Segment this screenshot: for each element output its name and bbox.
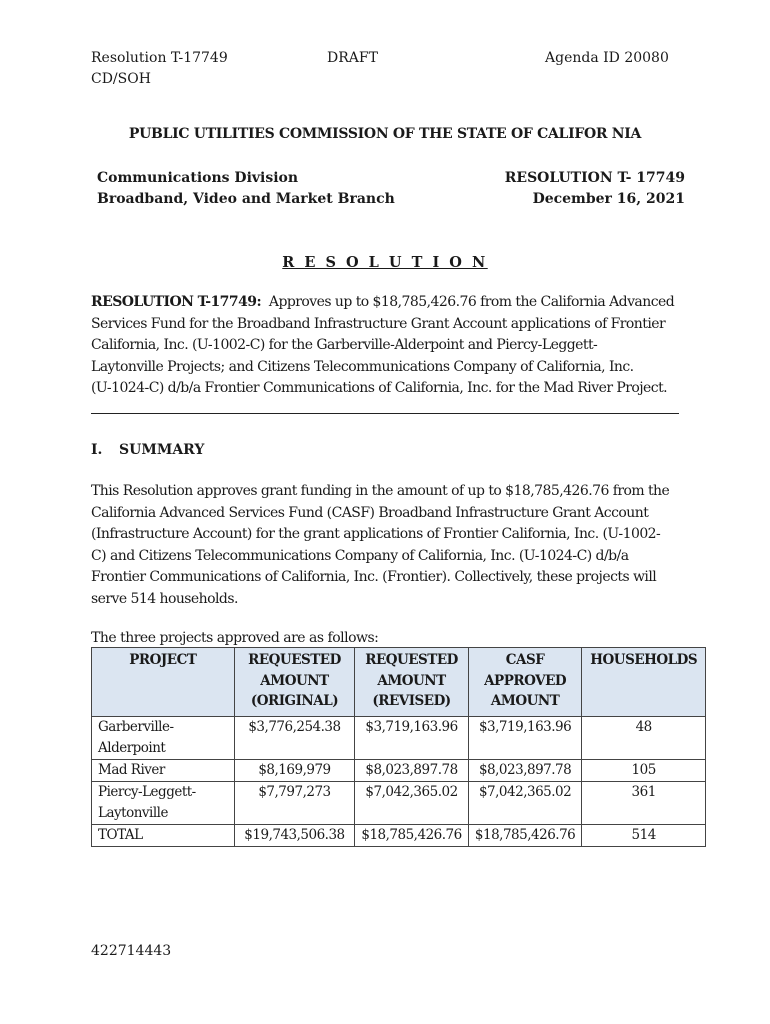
footer-document-id: 422714443: [91, 943, 172, 959]
cell-requested-original: $19,743,506.38: [234, 825, 355, 847]
section-title: SUMMARY: [119, 442, 205, 458]
table-total-row: [92, 825, 706, 847]
summary-body-line: This Resolution approves grant funding in the amount of up to $18,785,426.76 from the: [91, 483, 670, 499]
header-resolution-number: Resolution T-17749: [91, 50, 228, 66]
cell-requested-original: $8,169,979: [234, 760, 355, 782]
header-agenda-id: Agenda ID 20080: [545, 50, 669, 66]
cell-households: 361: [582, 782, 706, 825]
section-number: I.: [91, 442, 103, 458]
resolution-summary-line: Services Fund for the Broadband Infrastructure Grant Account applications of Frontier: [91, 315, 666, 332]
table-header-row: [92, 648, 706, 717]
summary-body-line: Frontier Communications of California, Inc. (Frontier). Collectively, these projects will: [91, 569, 657, 585]
resolution-reference: RESOLUTION T- 17749: [504, 170, 685, 186]
summary-body: [91, 481, 683, 610]
cell-casf-approved: $8,023,897.78: [468, 760, 582, 782]
cell-requested-revised: $3,719,163.96: [355, 717, 469, 760]
resolution-summary-line-1: RESOLUTION T-17749: Approves up to $18,785,426.76 from the California Advanced: [91, 294, 675, 310]
column-header-project: PROJECT: [92, 648, 235, 717]
resolution-heading: R E S O L U T I O N: [282, 254, 488, 271]
header-draft-status: DRAFT: [327, 50, 378, 66]
resolution-summary-label: RESOLUTION T-17749:: [91, 294, 262, 310]
resolution-summary-line: California, Inc. (U-1002-C) for the Garberville-Alderpoint and Piercy-Leggett-: [91, 337, 598, 353]
cell-project: Mad River: [92, 760, 235, 782]
table-row: [92, 760, 706, 782]
column-header-requested-revised: REQUESTED AMOUNT (REVISED): [355, 648, 469, 717]
projects-table: [91, 647, 706, 847]
summary-body-line: California Advanced Services Fund (CASF) Broadband Infrastructure Grant Account: [91, 504, 649, 521]
table-row: [92, 717, 706, 760]
resolution-summary: [91, 292, 683, 400]
cell-requested-revised: $18,785,426.76: [355, 825, 469, 847]
branch-name: Broadband, Video and Market Branch: [97, 191, 395, 207]
resolution-summary-line: (U-1024-C) d/b/a Frontier Communications of California, Inc. for the Mad River Project.: [91, 380, 668, 396]
cell-requested-original: $3,776,254.38: [234, 717, 355, 760]
summary-body-line: serve 514 households.: [91, 590, 238, 607]
horizontal-rule: [91, 413, 679, 414]
cell-casf-approved: $3,719,163.96: [468, 717, 582, 760]
resolution-date: December 16, 2021: [532, 191, 685, 207]
commission-title: PUBLIC UTILITIES COMMISSION OF THE STATE OF CALIFOR NIA: [128, 126, 642, 142]
cell-households: 48: [582, 717, 706, 760]
cell-requested-revised: $8,023,897.78: [355, 760, 469, 782]
column-header-casf-approved: CASF APPROVED AMOUNT: [468, 648, 582, 717]
summary-body-line: (Infrastructure Account) for the grant applications of Frontier California, Inc. (U-1002-: [91, 526, 661, 542]
cell-project: Garberville- Alderpoint: [92, 717, 235, 760]
cell-project: Piercy-Leggett- Laytonville: [92, 782, 235, 825]
division-name: Communications Division: [97, 170, 299, 186]
cell-casf-approved: $7,042,365.02: [468, 782, 582, 825]
header-division-code: CD/SOH: [91, 71, 151, 87]
resolution-summary-line: Laytonville Projects; and Citizens Telecommunications Company of California, Inc.: [91, 358, 634, 375]
cell-households: 105: [582, 760, 706, 782]
cell-requested-original: $7,797,273: [234, 782, 355, 825]
table-intro: The three projects approved are as follows:: [91, 630, 379, 646]
column-header-requested-original: REQUESTED AMOUNT (ORIGINAL): [234, 648, 355, 717]
cell-project: TOTAL: [92, 825, 235, 847]
cell-casf-approved: $18,785,426.76: [468, 825, 582, 847]
cell-requested-revised: $7,042,365.02: [355, 782, 469, 825]
cell-households: 514: [582, 825, 706, 847]
column-header-households: HOUSEHOLDS: [582, 648, 706, 717]
summary-body-line: C) and Citizens Telecommunications Company of California, Inc. (U-1024-C) d/b/a: [91, 547, 629, 564]
resolution-heading-wrap: [0, 252, 770, 271]
table-row: [92, 782, 706, 825]
